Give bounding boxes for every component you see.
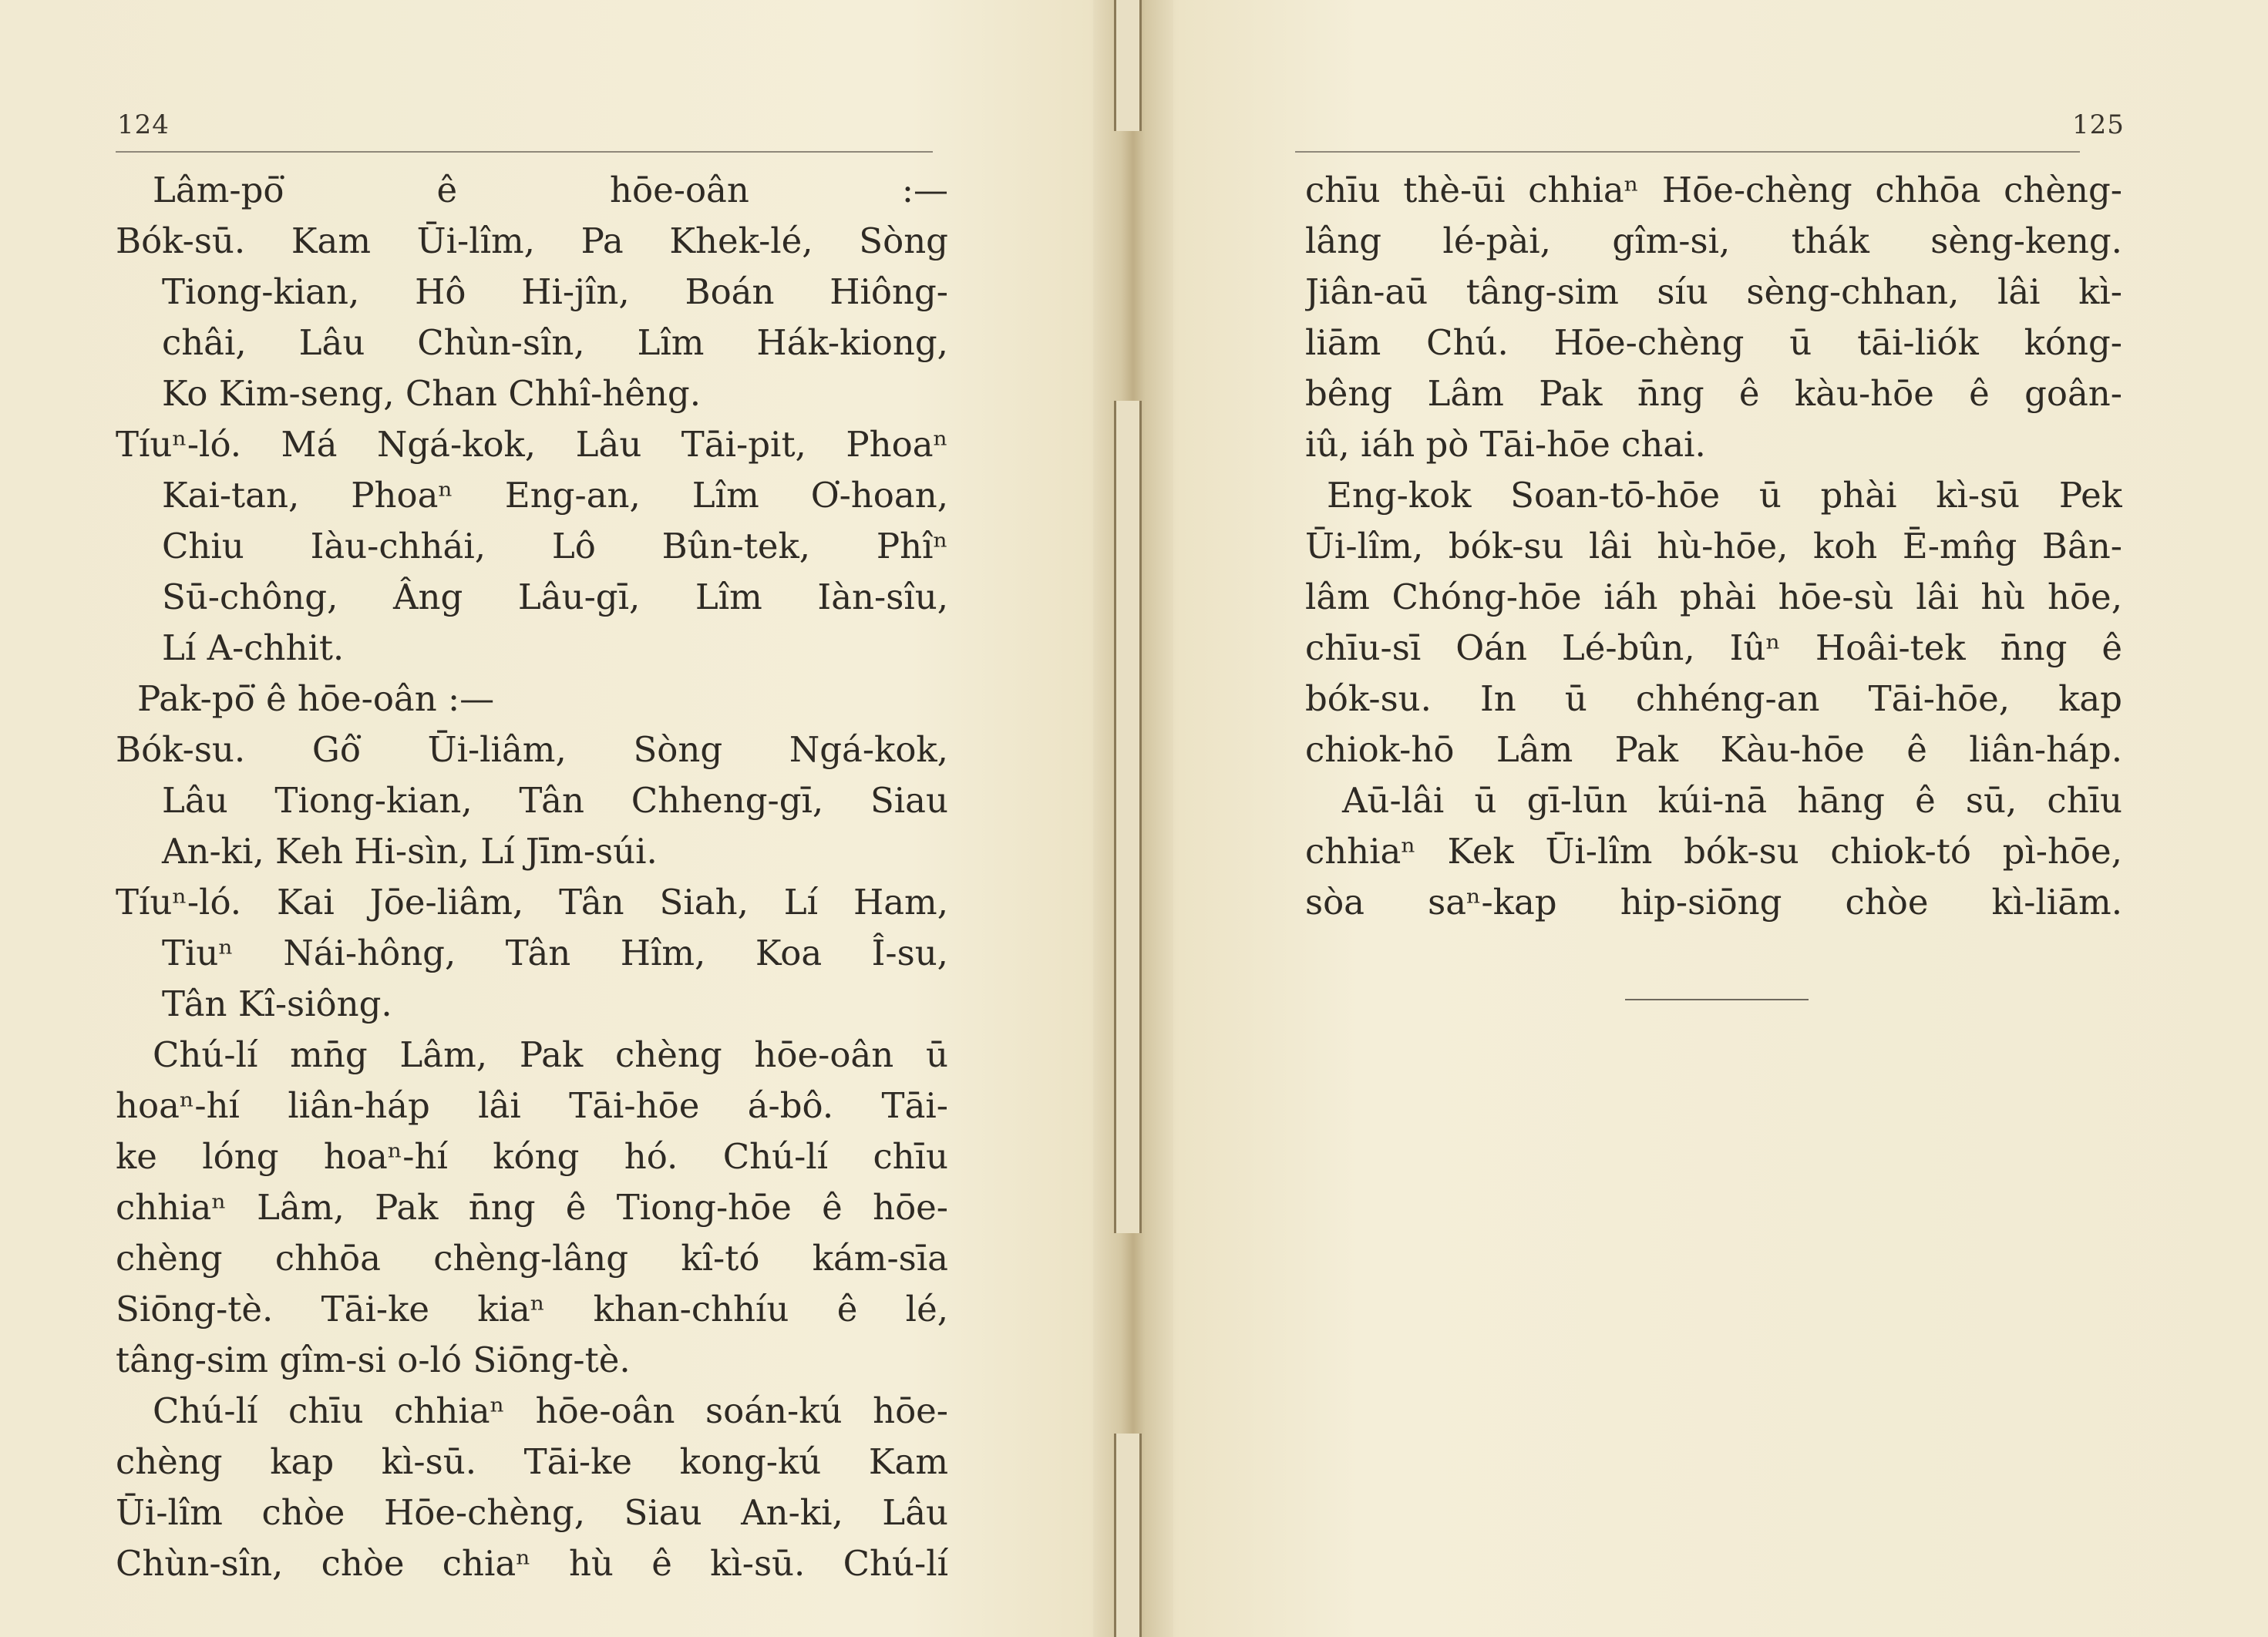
text-line: Chùn-sîn, chòe chiaⁿ hù ê kì-sū. Chú-lí <box>116 1543 948 1584</box>
text-line: chèng chhōa chèng-lâng kî-tó kám-sīa <box>116 1238 948 1279</box>
text-line: chhiaⁿ Lâm, Pak n̄ng ê Tiong-hōe ê hōe- <box>116 1187 948 1228</box>
text-line: bêng Lâm Pak n̄ng ê kàu-hōe ê goân- <box>1305 373 2122 414</box>
text-line: Ko Kim-seng, Chan Chhî-hêng. <box>162 373 702 414</box>
binding-thread <box>1114 401 1142 1233</box>
text-line: tâng-sim gîm-si o-ló Siōng-tè. <box>116 1340 631 1380</box>
text-line: Chú-lí mn̄g Lâm, Pak chèng hōe-oân ū <box>153 1034 948 1075</box>
text-line: chèng kap kì-sū. Tāi-ke kong-kú Kam <box>116 1441 948 1482</box>
text-line: lâng lé-pài, gîm-si, thák sèng-keng. <box>1305 220 2122 261</box>
text-line: chīu thè-ūi chhiaⁿ Hōe-chèng chhōa chèng- <box>1305 170 2122 210</box>
text-line: liām Chú. Hōe-chèng ū tāi-liók kóng- <box>1305 322 2122 363</box>
text-line: Sū-chông, Âng Lâu-gī, Lîm Iàn-sîu, <box>162 576 948 617</box>
text-line: Tíuⁿ-ló. Má Ngá-kok, Lâu Tāi-pit, Phoaⁿ <box>116 424 948 465</box>
text-line: bók-su. In ū chhéng-an Tāi-hōe, kap <box>1305 678 2122 719</box>
binding-thread <box>1114 0 1142 131</box>
text-line: châi, Lâu Chùn-sîn, Lîm Hák-kiong, <box>162 322 948 363</box>
section-end-rule <box>1625 999 1809 1000</box>
text-line: ke lóng hoaⁿ-hí kóng hó. Chú-lí chīu <box>116 1136 948 1177</box>
left-page-text <box>116 165 948 1589</box>
text-line: An-ki, Keh Hi-sìn, Lí Jīm-súi. <box>162 831 658 872</box>
text-line: hoaⁿ-hí liân-háp lâi Tāi-hōe á-bô. Tāi- <box>116 1085 948 1126</box>
text-line: sòa saⁿ-kap hip-siōng chòe kì-liām. <box>1305 882 2122 923</box>
text-line: Bók-su. Gô͘ Ūi-liâm, Sòng Ngá-kok, <box>116 729 948 770</box>
text-line: Ūi-lîm chòe Hōe-chèng, Siau An-ki, Lâu <box>116 1492 948 1533</box>
text-line: Lâu Tiong-kian, Tân Chheng-gī, Siau <box>162 780 948 821</box>
text-line: Tiong-kian, Hô Hi-jîn, Boán Hiông- <box>162 271 948 312</box>
text-line: Lâm-pō͘ ê hōe-oân :— <box>153 170 948 210</box>
left-page <box>0 0 1095 1637</box>
text-line: Bók-sū. Kam Ūi-lîm, Pa Khek-lé, Sòng <box>116 220 948 261</box>
text-line: Lí A-chhit. <box>162 627 345 668</box>
text-line: Ūi-lîm, bók-su lâi hù-hōe, koh Ē-mn̂g Bân- <box>1305 526 2122 566</box>
text-line: Tíuⁿ-ló. Kai Jōe-liâm, Tân Siah, Lí Ham, <box>116 882 948 923</box>
text-line: Chú-lí chīu chhiaⁿ hōe-oân soán-kú hōe- <box>153 1390 948 1431</box>
text-line: chhiaⁿ Kek Ūi-lîm bók-su chiok-tó pì-hōe, <box>1305 831 2122 872</box>
page-number: 125 <box>2072 109 2125 140</box>
text-line: Tân Kî-siông. <box>162 983 392 1024</box>
text-line: Aū-lâi ū gī-lūn kúi-nā hāng ê sū, chīu <box>1342 780 2122 821</box>
text-line: iû, iáh pò Tāi-hōe chai. <box>1305 424 1706 465</box>
text-line: lâm Chóng-hōe iáh phài hōe-sù lâi hù hōe, <box>1305 576 2122 617</box>
page-number: 124 <box>117 109 170 140</box>
text-line: Pak-pō͘ ê hōe-oân :— <box>137 678 495 719</box>
text-line: chīu-sī Oán Lé-bûn, Iûⁿ Hoâi-tek n̄ng ê <box>1305 627 2122 668</box>
header-rule <box>116 151 933 153</box>
text-line: Jiân-aū tâng-sim síu sèng-chhan, lâi kì- <box>1305 271 2122 312</box>
right-page <box>1172 0 2268 1637</box>
right-page-text <box>1305 165 2122 928</box>
text-line: Siōng-tè. Tāi-ke kiaⁿ khan-chhíu ê lé, <box>116 1289 948 1329</box>
header-rule <box>1295 151 2080 153</box>
text-line: Tiuⁿ Nái-hông, Tân Hîm, Koa Î-su, <box>162 933 948 973</box>
text-line: Chiu Iàu-chhái, Lô Bûn-tek, Phîⁿ <box>162 526 948 566</box>
text-line: Eng-kok Soan-tō-hōe ū phài kì-sū Pek <box>1327 475 2122 516</box>
binding-thread <box>1114 1434 1142 1637</box>
text-line: chiok-hō Lâm Pak Kàu-hōe ê liân-háp. <box>1305 729 2122 770</box>
text-line: Kai-tan, Phoaⁿ Eng-an, Lîm O͘-hoan, <box>162 475 948 516</box>
